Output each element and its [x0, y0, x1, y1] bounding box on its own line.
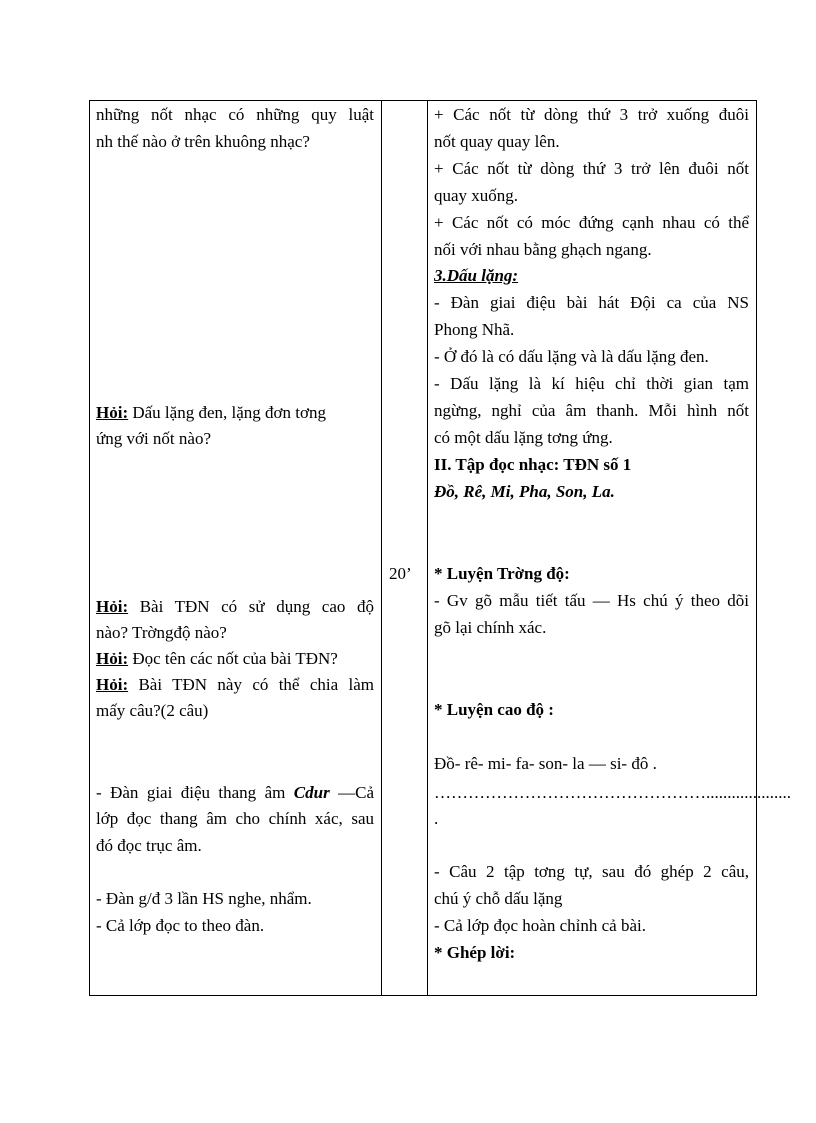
question-chia-cau [96, 672, 374, 698]
question-text: nào? Trờngđộ nào? [96, 623, 227, 642]
question-text: Bài TĐN có sử dụng cao độ [128, 597, 374, 616]
note-names: Đồ, Rê, Mi, Pha, Son, La. [434, 482, 615, 501]
content-text: + Các nốt có móc đứng cạnh nhau có thể [434, 213, 749, 232]
content-text: + Các nốt từ dòng thứ 3 trở xuống đuôi [434, 105, 749, 124]
question-label: Hỏi: [96, 403, 129, 422]
content-text: nốt quay quay lên. [434, 132, 560, 151]
pitch-scale: Đồ- rê- mi- fa- son- la — si- đô . [434, 754, 657, 773]
content-text: có một dấu lặng tơng ứng. [434, 428, 613, 447]
scale-text: lớp đọc thang âm cho chính xác, sau [96, 809, 374, 828]
activity-text: - Đàn g/đ 3 lần HS nghe, nhẩm. [96, 889, 312, 908]
question-ten-not [96, 646, 374, 672]
scale-text: —Cả [329, 783, 375, 802]
heading-luyen-cao-do: * Luyện cao độ : [434, 700, 554, 719]
content-text: gõ lại chính xác. [434, 618, 547, 637]
column-divider-right [427, 101, 428, 995]
question-label: Hỏi: [96, 597, 129, 616]
question-dau-lang [96, 400, 374, 426]
question-label: Hỏi: [96, 675, 129, 694]
content-text: ngừng, nghỉ của âm thanh. Mỗi hình nốt [434, 401, 749, 420]
content-text: - Ở đó là có dấu lặng và là dấu lặng đen. [434, 347, 709, 366]
scale-key: Cdur [293, 783, 330, 802]
heading-luyen-truong-do: * Luyện Trờng độ: [434, 564, 570, 583]
content-text: - Đàn giai điệu bài hát Đội ca của NS [434, 293, 749, 312]
column-divider-left [381, 101, 382, 995]
section-heading-tdn: II. Tập đọc nhạc: TĐN số 1 [434, 455, 632, 474]
heading-ghep-loi: * Ghép lời: [434, 943, 516, 962]
dotted-line-end: . [434, 809, 439, 828]
content-text: + Các nốt từ dòng thứ 3 trở lên đuôi nốt [434, 159, 749, 178]
question-text: Đọc tên các nốt của bài TĐN? [128, 649, 338, 668]
section-heading-dau-lang: 3.Dấu lặng: [434, 266, 519, 285]
content-text: quay xuống. [434, 186, 519, 205]
question-text: Bài TĐN này có thể chia làm [128, 675, 374, 694]
content-text: - Gv gõ mẫu tiết tấu — Hs chú ý theo dõi [434, 591, 749, 610]
question-text: Dấu lặng đen, lặng đơn tơng [128, 403, 326, 422]
content-text: - Câu 2 tập tơng tự, sau đó ghép 2 câu, [434, 862, 749, 881]
content-text: Phong Nhã. [434, 320, 515, 339]
content-text: chú ý chỗ dấu lặng [434, 889, 563, 908]
question-text: những nốt nhạc có những quy luật [96, 105, 374, 124]
content-text: nối với nhau bằng ghạch ngang. [434, 240, 652, 259]
question-cao-do [96, 594, 374, 620]
scale-instruction [96, 780, 374, 806]
scale-text: đó đọc trục âm. [96, 836, 202, 855]
activity-text: - Cả lớp đọc to theo đàn. [96, 916, 265, 935]
question-text: mấy câu?(2 câu) [96, 701, 209, 720]
time-value: 20’ [389, 564, 412, 583]
question-text: ứng với nốt nào? [96, 429, 211, 448]
scale-text: - Đàn giai điệu thang âm [96, 783, 294, 802]
question-text: nh thế nào ở trên khuông nhạc? [96, 132, 310, 151]
dotted-line: ………………………………………….................... [434, 783, 791, 802]
content-text: - Dấu lặng là kí hiệu chỉ thời gian tạm [434, 374, 749, 393]
content-text: - Cả lớp đọc hoàn chỉnh cả bài. [434, 916, 646, 935]
question-label: Hỏi: [96, 649, 129, 668]
